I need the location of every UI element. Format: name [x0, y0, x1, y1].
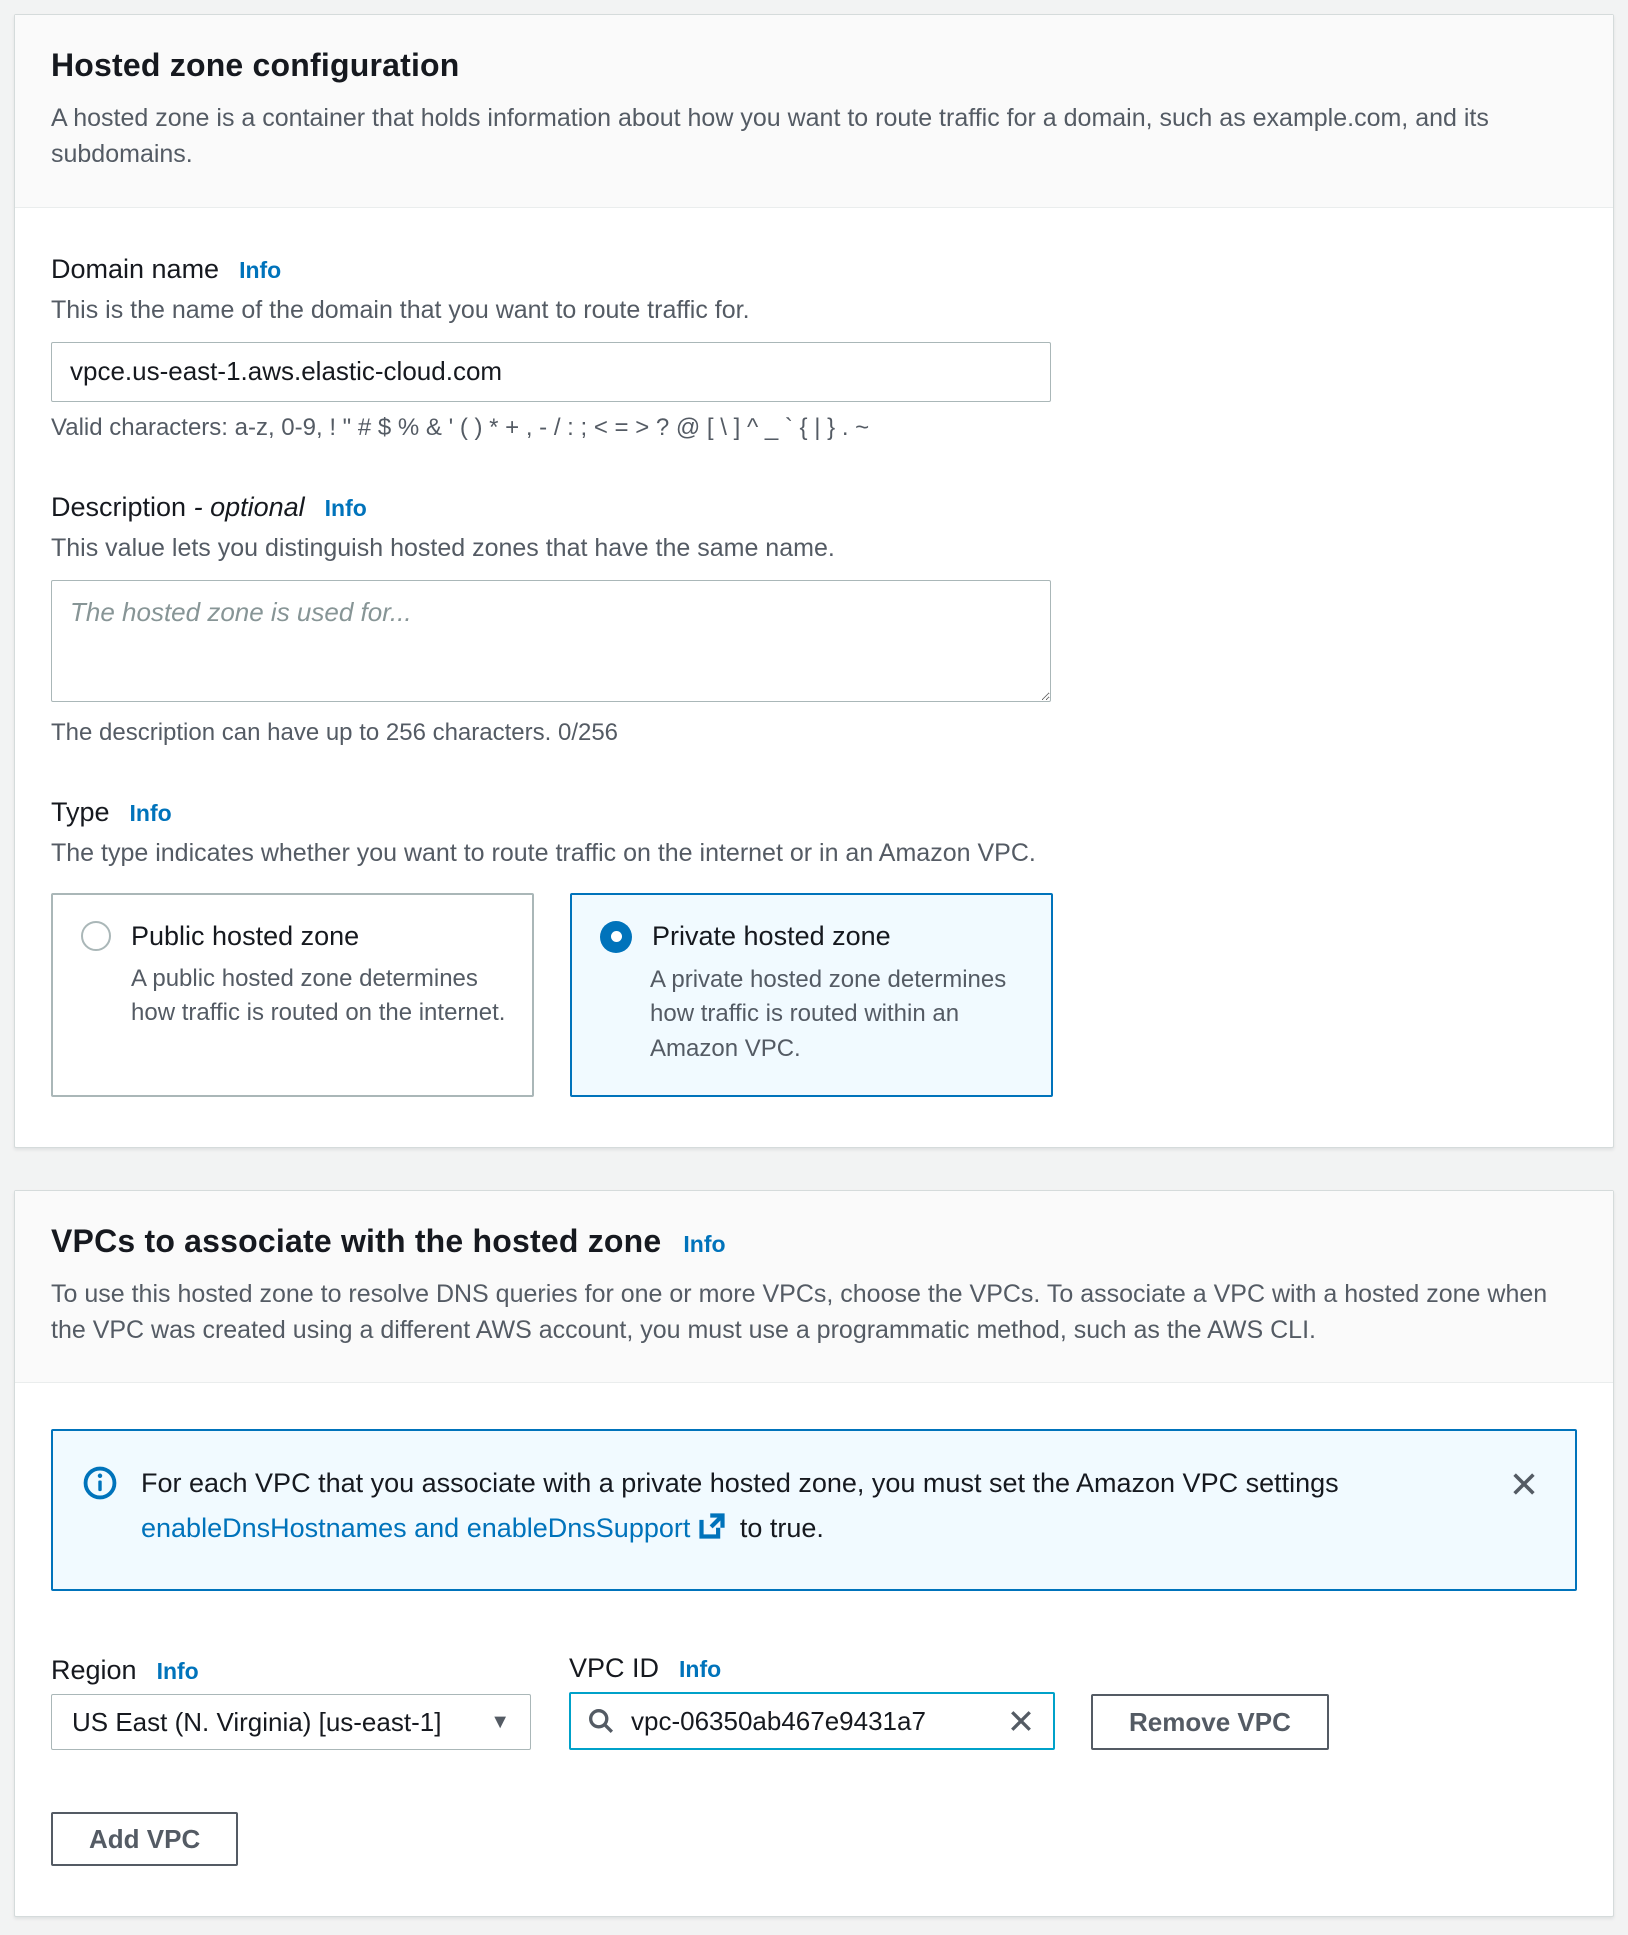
description-optional-suffix: - optional: [193, 491, 305, 522]
description-label: Description - optional: [51, 491, 305, 522]
clear-vpc-id-button[interactable]: [1003, 1703, 1039, 1739]
domain-name-field: [51, 254, 1577, 442]
type-help-text: The type indicates whether you want to route traffic on the internet or in an Amazon VPC.: [51, 838, 1036, 867]
region-label: Region: [51, 1655, 137, 1686]
vpc-card-header: [15, 1191, 1613, 1384]
external-link-icon[interactable]: [698, 1509, 726, 1554]
region-selected-value: US East (N. Virginia) [us-east-1]: [72, 1706, 442, 1737]
public-option-description: A public hosted zone determines how traffic is routed on the internet.: [131, 964, 506, 1027]
vpc-id-search-box: [569, 1692, 1055, 1750]
type-info-link[interactable]: Info: [129, 799, 172, 826]
vpc-card-description: To use this hosted zone to resolve DNS queries for one or more VPCs, choose the VPCs. To associate a VPC with a hosted zone when the VPC was created using a different AWS account, you must use a programmatic method, such as the AWS CLI.: [51, 1279, 1548, 1345]
description-constraint-text: The description can have up to 256 characters. 0/256: [51, 718, 619, 746]
hosted-zone-card-description: A hosted zone is a container that holds information about how you want to route traffic for a domain, such as example.com, and its subdomains.: [51, 104, 1489, 169]
search-icon: [587, 1707, 615, 1735]
description-help-text: This value lets you distinguish hosted zones that have the same name.: [51, 533, 835, 562]
remove-vpc-button[interactable]: Remove VPC: [1091, 1694, 1329, 1750]
domain-name-info-link[interactable]: Info: [239, 256, 282, 283]
region-select[interactable]: [51, 1694, 531, 1750]
private-radio-button-icon[interactable]: [600, 921, 632, 953]
vpc-card-body: [15, 1383, 1613, 1916]
vpc-id-input[interactable]: [629, 1705, 1003, 1738]
hosted-zone-configuration-card: [14, 14, 1614, 1148]
private-option-description: A private hosted zone determines how traffic is routed within an Amazon VPC.: [650, 965, 1007, 1063]
chevron-down-icon: ▼: [490, 1710, 510, 1733]
vpc-settings-info-alert: [51, 1429, 1577, 1591]
public-option-title: Public hosted zone: [131, 920, 360, 951]
description-info-link[interactable]: Info: [324, 494, 367, 521]
region-field: [51, 1655, 531, 1750]
vpc-id-label: VPC ID: [569, 1653, 660, 1684]
domain-name-help-text: This is the name of the domain that you want to route traffic for.: [51, 295, 750, 324]
vpc-id-field: [569, 1653, 1055, 1750]
private-option-title: Private hosted zone: [652, 921, 891, 951]
public-hosted-zone-option[interactable]: [51, 893, 534, 1097]
close-icon: [1007, 1707, 1035, 1735]
hosted-zone-card-body: [15, 208, 1613, 1147]
alert-message: [141, 1461, 1479, 1553]
enable-dns-settings-link[interactable]: enableDnsHostnames and enableDnsSupport: [141, 1512, 691, 1543]
alert-text-before-link: For each VPC that you associate with a private hosted zone, you must set the Amazon VPC settings: [141, 1468, 1339, 1499]
hosted-zone-card-header: [15, 15, 1613, 208]
vpc-card-info-link[interactable]: Info: [683, 1230, 726, 1257]
vpc-id-info-link[interactable]: Info: [679, 1656, 722, 1683]
info-circle-icon: [83, 1466, 117, 1505]
alert-text-after-link: to true.: [739, 1512, 824, 1543]
add-vpc-button[interactable]: Add VPC: [51, 1812, 238, 1866]
vpcs-associate-card: [14, 1190, 1614, 1918]
hosted-zone-card-title: Hosted zone configuration: [51, 47, 460, 83]
type-field: [51, 797, 1577, 1097]
vpc-card-title: VPCs to associate with the hosted zone: [51, 1222, 662, 1259]
type-label: Type: [51, 796, 110, 827]
region-info-link[interactable]: Info: [156, 1658, 199, 1685]
description-field: [51, 492, 1577, 747]
description-textarea[interactable]: [51, 580, 1051, 702]
type-radio-group: [51, 893, 1577, 1097]
private-hosted-zone-option[interactable]: [570, 893, 1053, 1097]
domain-name-constraint-text: Valid characters: a-z, 0-9, ! " # $ % & ' ( ) * + , - / : ; < = > ? @ [ \ ] ^ _ ` { | } . ~: [51, 413, 870, 441]
domain-name-label: Domain name: [51, 253, 220, 284]
alert-close-button[interactable]: [1503, 1463, 1545, 1508]
close-icon: [1509, 1469, 1539, 1499]
vpc-association-row: [51, 1653, 1577, 1750]
domain-name-input[interactable]: [51, 342, 1051, 402]
public-radio-button-icon[interactable]: [81, 921, 111, 951]
